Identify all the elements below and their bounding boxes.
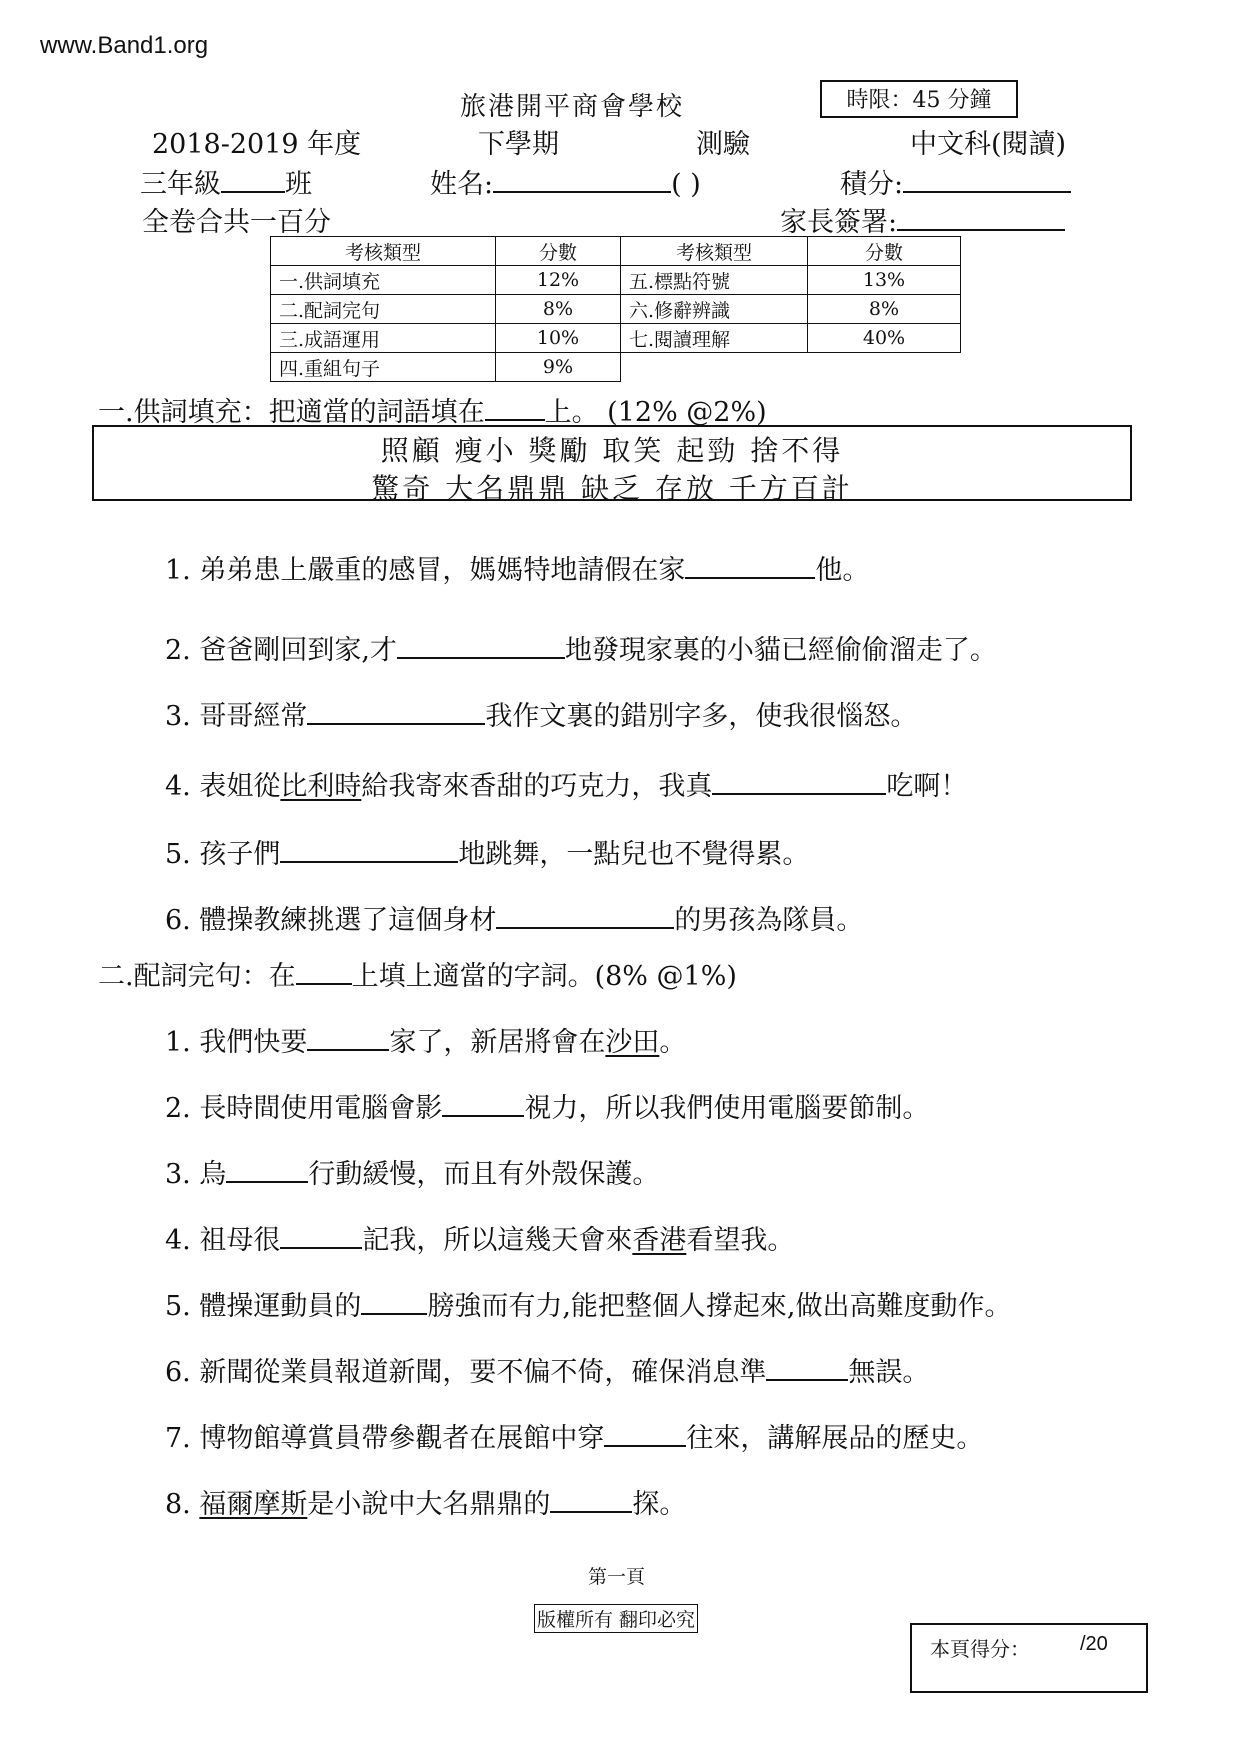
table-cell: 10%: [496, 324, 621, 353]
word-bank-row: 照顧 瘦小 獎勵 取笑 起勁 捨不得: [380, 434, 844, 467]
term: 下學期: [478, 129, 559, 160]
table-header: 考核類型: [271, 237, 496, 266]
answer-blank[interactable]: [280, 1220, 362, 1249]
question-text: 視力，所以我們使用電腦要節制。: [524, 1093, 930, 1124]
s1-question: [165, 832, 809, 871]
question-text: 3. 哥哥經常: [165, 701, 308, 732]
section2-title: [98, 954, 737, 993]
table-row: [271, 324, 961, 353]
s1-question: [165, 764, 967, 803]
answer-blank[interactable]: [712, 766, 886, 795]
proper-noun: 沙田: [605, 1027, 660, 1058]
answer-blank[interactable]: [397, 630, 565, 659]
question-text: 行動緩慢，而且有外殼保護。: [308, 1159, 660, 1190]
page-number: 第一頁: [588, 1566, 646, 1588]
table-cell: 五.標點符號: [621, 266, 808, 295]
table-cell: 40%: [808, 324, 961, 353]
copyright-notice: 版權所有 翻印必究: [534, 1604, 698, 1633]
s2-question: [165, 1152, 659, 1191]
name-line: [430, 162, 701, 201]
score-blank[interactable]: [903, 164, 1071, 193]
s2-question: [165, 1482, 686, 1521]
question-text: 5. 孩子們: [165, 839, 281, 870]
table-cell: [808, 353, 961, 382]
table-cell: 二.配詞完句: [271, 295, 496, 324]
answer-blank[interactable]: [307, 696, 485, 725]
question-text: 5. 體操運動員的: [165, 1291, 362, 1322]
test-label: 測驗: [696, 129, 750, 160]
question-text: 2. 爸爸剛回到家,才: [165, 635, 397, 666]
table-cell: 一.供詞填充: [271, 266, 496, 295]
s2-question: [165, 1416, 983, 1455]
s2-question: [165, 1020, 686, 1059]
total-marks: 全卷合共一百分: [142, 207, 331, 238]
question-text: 地發現家裏的小貓已經偷偷溜走了。: [564, 635, 997, 666]
table-cell: 七.閱讀理解: [621, 324, 808, 353]
question-text: 6. 體操教練挑選了這個身材: [165, 905, 497, 936]
section2-title-text: 二.配詞完句：在: [98, 961, 296, 992]
s2-question: [165, 1086, 929, 1125]
question-text: 給我寄來香甜的巧克力，我真: [361, 771, 713, 802]
proper-noun: 比利時: [280, 771, 362, 802]
s2-question: [165, 1284, 1012, 1323]
table-header: 考核類型: [621, 237, 808, 266]
question-text: 膀強而有力,能把整個人撐起來,做出高難度動作。: [427, 1291, 1012, 1322]
s1-question: [165, 694, 917, 733]
question-text: 往來，講解展品的歷史。: [686, 1423, 984, 1454]
answer-blank[interactable]: [442, 1088, 524, 1117]
table-header: 分數: [496, 237, 621, 266]
title-blank: [485, 392, 545, 421]
question-text: 的男孩為隊員。: [674, 905, 864, 936]
class-label: 班: [285, 169, 312, 200]
school-name: 旅港開平商會學校: [460, 92, 685, 122]
school-year: 2018-2019 年度: [152, 129, 362, 160]
table-cell: [621, 353, 808, 382]
table-cell: 8%: [808, 295, 961, 324]
question-text: 探。: [632, 1489, 687, 1520]
question-text: 是小說中大名鼎鼎的: [307, 1489, 551, 1520]
question-text: 4. 祖母很: [165, 1225, 281, 1256]
section1-title: [98, 390, 767, 429]
question-text: 地跳舞，一點兒也不覺得累。: [458, 839, 810, 870]
proper-noun: 福爾摩斯: [199, 1489, 308, 1520]
table-cell: 四.重組句子: [271, 353, 496, 382]
section1-title-text: 一.供詞填充：把適當的詞語填在: [98, 397, 485, 428]
name-blank[interactable]: [493, 164, 671, 193]
question-text: 吃啊！: [886, 771, 968, 802]
s2-question: [165, 1218, 794, 1257]
question-text: 6. 新聞從業員報道新聞，要不偏不倚，確保消息準: [165, 1357, 767, 1388]
word-bank-box: [92, 425, 1132, 505]
table-cell: 12%: [496, 266, 621, 295]
question-text: 我作文裏的錯別字多，使我很惱怒。: [485, 701, 918, 732]
score-label: 積分:: [840, 169, 904, 200]
answer-blank[interactable]: [226, 1154, 308, 1183]
name-label: 姓名:: [430, 169, 494, 200]
answer-blank[interactable]: [361, 1286, 427, 1315]
site-watermark: www.Band1.org: [40, 32, 209, 59]
answer-blank[interactable]: [766, 1352, 848, 1381]
parent-sign-blank[interactable]: [897, 202, 1065, 231]
s2-question: [165, 1350, 929, 1389]
question-text: 家了，新居將會在: [389, 1027, 606, 1058]
table-header: 分數: [808, 237, 961, 266]
parent-sign-line: [780, 200, 1065, 239]
answer-blank[interactable]: [604, 1418, 686, 1447]
answer-blank[interactable]: [307, 1022, 389, 1051]
question-text: 1. 我們快要: [165, 1027, 308, 1058]
grade-label: 三年級: [140, 169, 221, 200]
table-cell: 六.修辭辨識: [621, 295, 808, 324]
question-text: 2. 長時間使用電腦會影: [165, 1093, 443, 1124]
section2-title-marks: 上填上適當的字詞。(8% @1%): [351, 961, 737, 992]
page-score-total: /20: [1080, 1633, 1108, 1655]
question-text: 無誤。: [848, 1357, 930, 1388]
question-text: 他。: [815, 555, 870, 586]
parent-sign-label: 家長簽署:: [780, 207, 898, 238]
assessment-table: [270, 236, 961, 382]
question-text: 看望我。: [686, 1225, 795, 1256]
page-score-label: 本頁得分：: [930, 1637, 1030, 1661]
page-score-box: [910, 1623, 1148, 1693]
class-line: [140, 162, 312, 201]
question-text: 7. 博物館導賞員帶參觀者在展館中穿: [165, 1423, 605, 1454]
subject: 中文科(閱讀): [910, 129, 1067, 160]
s1-question: [165, 548, 869, 587]
word-bank-row: 驚奇 大名鼎鼎 缺乏 存放 千方百計: [371, 472, 853, 505]
question-text: 記我，所以這幾天會來: [362, 1225, 633, 1256]
question-text: 3. 烏: [165, 1159, 227, 1190]
answer-blank[interactable]: [280, 834, 458, 863]
table-row: [271, 353, 961, 382]
answer-blank[interactable]: [496, 900, 674, 929]
table-cell: 8%: [496, 295, 621, 324]
s1-question: [165, 628, 997, 667]
table-row: [271, 295, 961, 324]
table-cell: 9%: [496, 353, 621, 382]
proper-noun: 香港: [632, 1225, 687, 1256]
score-line: [840, 162, 1071, 201]
table-row: [271, 266, 961, 295]
title-blank: [296, 956, 352, 985]
class-blank[interactable]: [221, 164, 285, 193]
question-text: 8.: [165, 1489, 200, 1520]
table-header-row: [271, 237, 961, 266]
student-number-parens: ( ): [671, 169, 701, 200]
s1-question: [165, 898, 863, 937]
table-cell: 13%: [808, 266, 961, 295]
answer-blank[interactable]: [550, 1484, 632, 1513]
question-text: 。: [659, 1027, 687, 1058]
table-cell: 三.成語運用: [271, 324, 496, 353]
question-text: 1. 弟弟患上嚴重的感冒，媽媽特地請假在家: [165, 555, 686, 586]
answer-blank[interactable]: [685, 550, 815, 579]
time-limit-box: 時限：45 分鐘: [820, 80, 1018, 118]
section1-title-marks: 上。 (12% @2%): [544, 397, 767, 428]
question-text: 4. 表姐從: [165, 771, 281, 802]
